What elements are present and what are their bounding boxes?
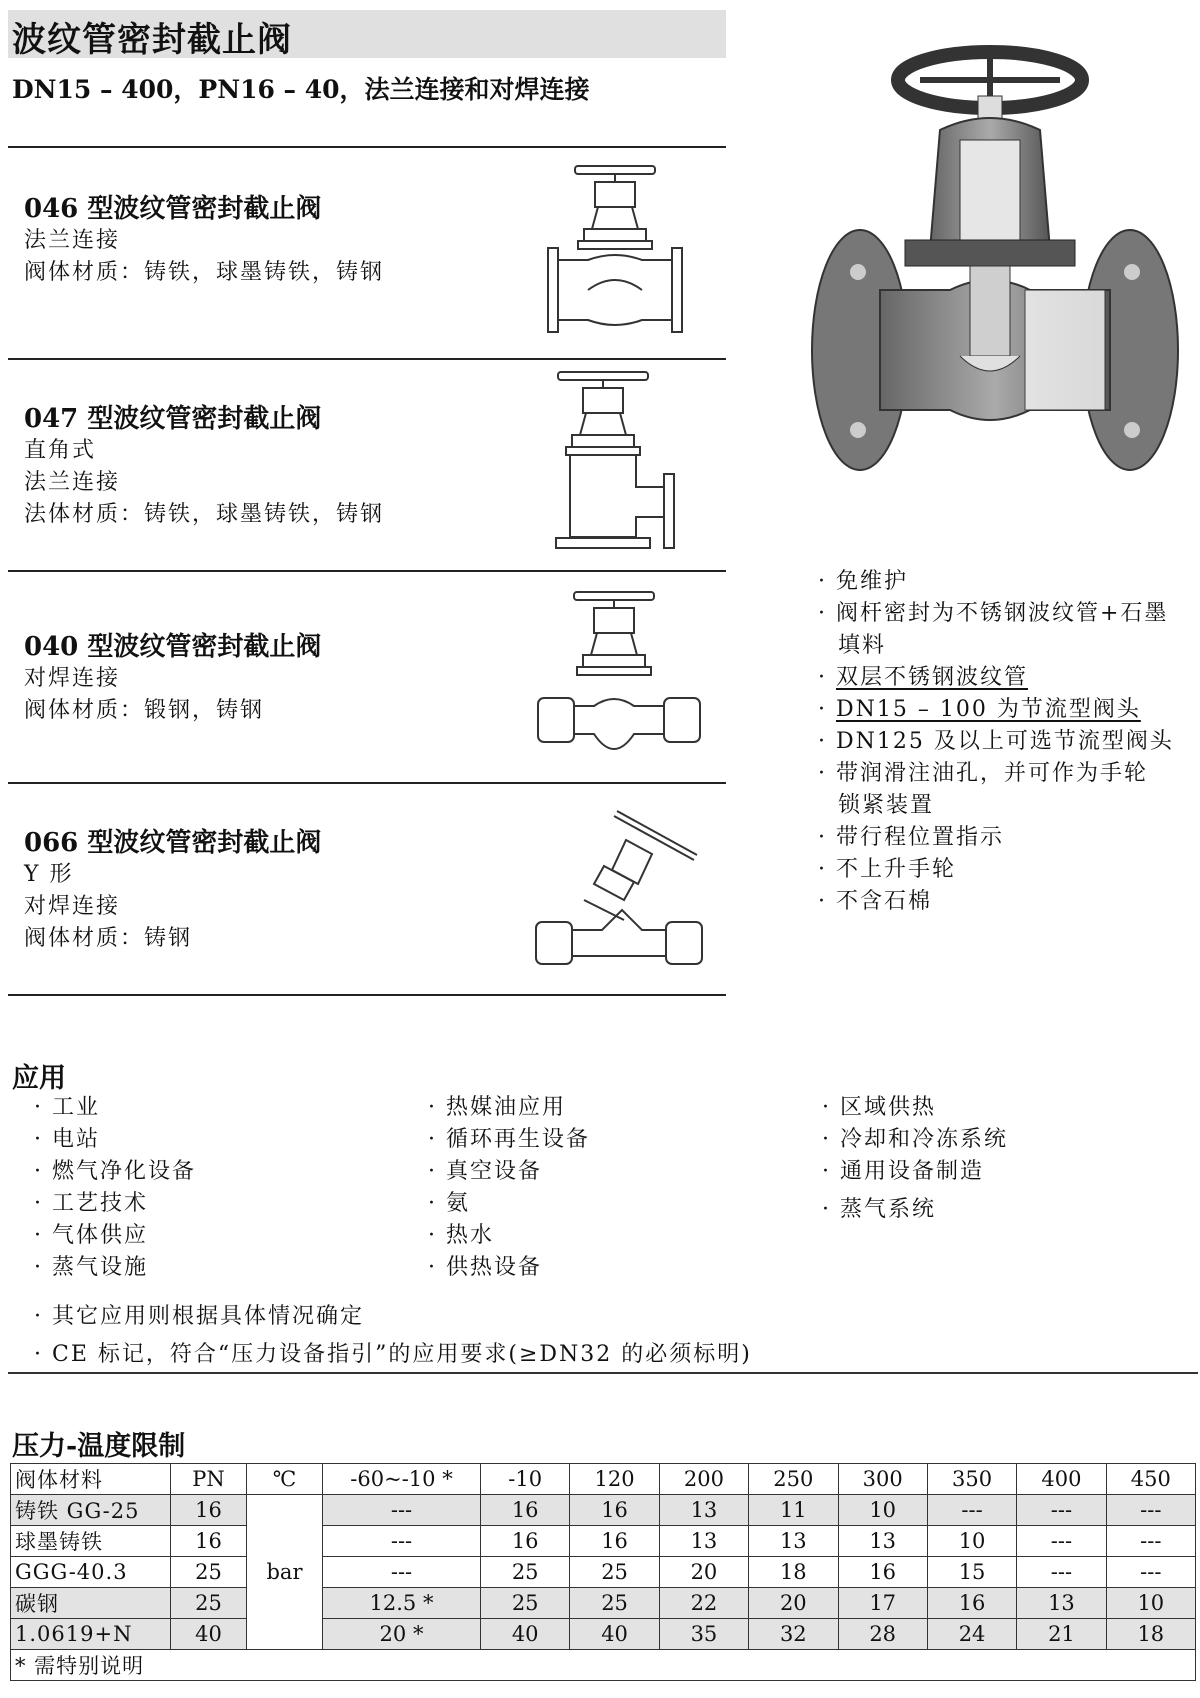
table-cell: 球墨铸铁 (11, 1526, 171, 1557)
divider (8, 570, 726, 572)
table-header: ℃ (247, 1464, 323, 1495)
table-cell: 16 (927, 1588, 1016, 1619)
divider (8, 1372, 1198, 1374)
divider (8, 146, 726, 148)
model-line: Y 形 (24, 862, 74, 887)
table-note: * 需特别说明 (11, 1650, 1196, 1681)
table-header: -60~-10 * (323, 1464, 481, 1495)
table-cell: 20 (659, 1557, 748, 1588)
list-item: · 蒸气设施 (34, 1255, 148, 1280)
page-title: 波纹管密封截止阀 (12, 20, 292, 60)
table-cell: 40 (481, 1619, 570, 1650)
divider (8, 994, 726, 996)
valve-047-drawing (548, 366, 698, 566)
table-header: 400 (1017, 1464, 1106, 1495)
pressure-table-title: 压力-温度限制 (12, 1431, 186, 1462)
feature-item: · 不含石棉 (818, 889, 932, 914)
model-line: 法兰连接 (24, 228, 121, 253)
list-item: · 工艺技术 (34, 1191, 148, 1216)
table-cell: 1.0619+N (11, 1619, 171, 1650)
applications-extra (34, 1298, 752, 1374)
table-cell: 10 (838, 1495, 927, 1526)
feature-item: · 免维护 (818, 569, 908, 594)
table-cell: 20 (749, 1588, 838, 1619)
table-cell: 18 (1106, 1619, 1195, 1650)
table-header-row (11, 1464, 1196, 1495)
table-cell: 16 (171, 1495, 247, 1526)
table-cell: 16 (570, 1526, 659, 1557)
table-cell: 22 (659, 1588, 748, 1619)
model-040 (24, 626, 321, 727)
table-cell: 40 (570, 1619, 659, 1650)
table-header: 300 (838, 1464, 927, 1495)
list-item: · 电站 (34, 1127, 100, 1152)
applications-title: 应用 (12, 1063, 66, 1094)
list-item: · 冷却和冷冻系统 (822, 1127, 1008, 1152)
table-header: PN (171, 1464, 247, 1495)
table-cell: 12.5 * (323, 1588, 481, 1619)
table-cell: 13 (659, 1526, 748, 1557)
table-cell: --- (323, 1557, 481, 1588)
feature-item: · 双层不锈钢波纹管 (818, 665, 1029, 690)
model-line: 对焊连接 (24, 894, 121, 919)
list-item: · 真空设备 (428, 1159, 542, 1184)
model-line: 阀体材质：锻钢，铸钢 (24, 698, 265, 723)
table-cell: 20 * (323, 1619, 481, 1650)
table-header: 350 (927, 1464, 1016, 1495)
unit-cell: bar (247, 1495, 323, 1650)
table-cell: 25 (570, 1557, 659, 1588)
table-cell: 铸铁 GG-25 (11, 1495, 171, 1526)
table-note-row (11, 1650, 1196, 1681)
table-cell: --- (1017, 1557, 1106, 1588)
table-cell: --- (323, 1526, 481, 1557)
table-cell: 35 (659, 1619, 748, 1650)
list-item: · CE 标记，符合“压力设备指引”的应用要求(≥DN32 的必须标明) (34, 1342, 752, 1367)
page-subtitle: DN15 – 400，PN16 – 40，法兰连接和对焊连接 (12, 75, 590, 104)
model-title: 047 型波纹管密封截止阀 (24, 404, 322, 434)
table-cell: 40 (171, 1619, 247, 1650)
model-line: 阀体材质：铸铁，球墨铸铁，铸钢 (24, 260, 385, 285)
list-item: · 燃气净化设备 (34, 1159, 196, 1184)
list-item: · 循环再生设备 (428, 1127, 590, 1152)
list-item: · 气体供应 (34, 1223, 148, 1248)
table-row (11, 1619, 1196, 1650)
table-cell: GGG-40.3 (11, 1557, 171, 1588)
divider (8, 782, 726, 784)
table-row (11, 1588, 1196, 1619)
table-cell: --- (1106, 1526, 1195, 1557)
table-cell: 碳钢 (11, 1588, 171, 1619)
list-item: · 供热设备 (428, 1255, 542, 1280)
feature-item: · DN15 – 100 为节流型阀头 (818, 697, 1141, 722)
table-row (11, 1495, 1196, 1526)
table-cell: 24 (927, 1619, 1016, 1650)
table-cell: 15 (927, 1557, 1016, 1588)
table-cell: 16 (481, 1495, 570, 1526)
model-line: 阀体材质：铸钢 (24, 926, 193, 951)
table-cell: 25 (481, 1588, 570, 1619)
table-header: 450 (1106, 1464, 1195, 1495)
table-header: 120 (570, 1464, 659, 1495)
table-cell: 13 (749, 1526, 838, 1557)
table-header: -10 (481, 1464, 570, 1495)
table-header: 200 (659, 1464, 748, 1495)
table-cell: 25 (481, 1557, 570, 1588)
list-item: · 其它应用则根据具体情况确定 (34, 1304, 364, 1329)
list-item: · 区域供热 (822, 1095, 936, 1120)
valve-cutaway-illustration (810, 40, 1180, 480)
table-cell: 25 (570, 1588, 659, 1619)
table-cell: 13 (838, 1526, 927, 1557)
table-row (11, 1557, 1196, 1588)
model-line: 法兰连接 (24, 470, 121, 495)
feature-item: · DN125 及以上可选节流型阀头 (818, 729, 1174, 754)
applications-col-2 (428, 1092, 590, 1284)
model-line: 法体材质：铸铁，球墨铸铁，铸钢 (24, 502, 385, 527)
model-line: 直角式 (24, 438, 97, 463)
table-cell: 16 (838, 1557, 927, 1588)
feature-item: 填料 (838, 633, 887, 658)
table-cell: --- (1106, 1557, 1195, 1588)
table-cell: 17 (838, 1588, 927, 1619)
table-cell: 16 (570, 1495, 659, 1526)
table-cell: 32 (749, 1619, 838, 1650)
table-cell: 16 (171, 1526, 247, 1557)
applications-col-3 (822, 1092, 1008, 1226)
feature-item: · 带行程位置指示 (818, 825, 1004, 850)
list-item: · 工业 (34, 1095, 100, 1120)
model-title: 040 型波纹管密封截止阀 (24, 632, 322, 662)
model-047 (24, 398, 384, 531)
table-cell: --- (927, 1495, 1016, 1526)
table-cell: --- (1017, 1495, 1106, 1526)
table-cell: --- (1017, 1526, 1106, 1557)
model-line: 对焊连接 (24, 666, 121, 691)
table-cell: 25 (171, 1588, 247, 1619)
divider (8, 358, 726, 360)
table-header: 阀体材料 (11, 1464, 171, 1495)
table-cell: 16 (481, 1526, 570, 1557)
model-title: 066 型波纹管密封截止阀 (24, 828, 322, 858)
feature-item: · 带润滑注油孔，并可作为手轮 (818, 761, 1148, 786)
table-header: 250 (749, 1464, 838, 1495)
valve-046-drawing (540, 160, 690, 350)
feature-item: 锁紧装置 (838, 793, 935, 818)
list-item: · 热水 (428, 1223, 494, 1248)
feature-item: · 不上升手轮 (818, 857, 956, 882)
list-item: · 热媒油应用 (428, 1095, 566, 1120)
model-title: 046 型波纹管密封截止阀 (24, 194, 322, 224)
list-item: · 氨 (428, 1191, 470, 1216)
table-cell: 25 (171, 1557, 247, 1588)
table-cell: 10 (927, 1526, 1016, 1557)
feature-item: · 阀杆密封为不锈钢波纹管+石墨 (818, 601, 1169, 626)
valve-040-drawing (534, 588, 704, 768)
list-item: · 通用设备制造 (822, 1159, 984, 1184)
list-item: · 蒸气系统 (822, 1197, 936, 1222)
applications-col-1 (34, 1092, 196, 1284)
table-cell: 13 (1017, 1588, 1106, 1619)
model-046 (24, 188, 384, 289)
table-cell: 11 (749, 1495, 838, 1526)
table-cell: --- (323, 1495, 481, 1526)
table-row (11, 1526, 1196, 1557)
feature-list (818, 566, 1174, 918)
valve-066-drawing (534, 800, 704, 970)
table-cell: 10 (1106, 1588, 1195, 1619)
table-cell: 28 (838, 1619, 927, 1650)
model-066 (24, 822, 321, 955)
table-cell: 21 (1017, 1619, 1106, 1650)
pressure-temperature-table (10, 1463, 1196, 1681)
table-cell: 13 (659, 1495, 748, 1526)
table-cell: --- (1106, 1495, 1195, 1526)
table-cell: 18 (749, 1557, 838, 1588)
